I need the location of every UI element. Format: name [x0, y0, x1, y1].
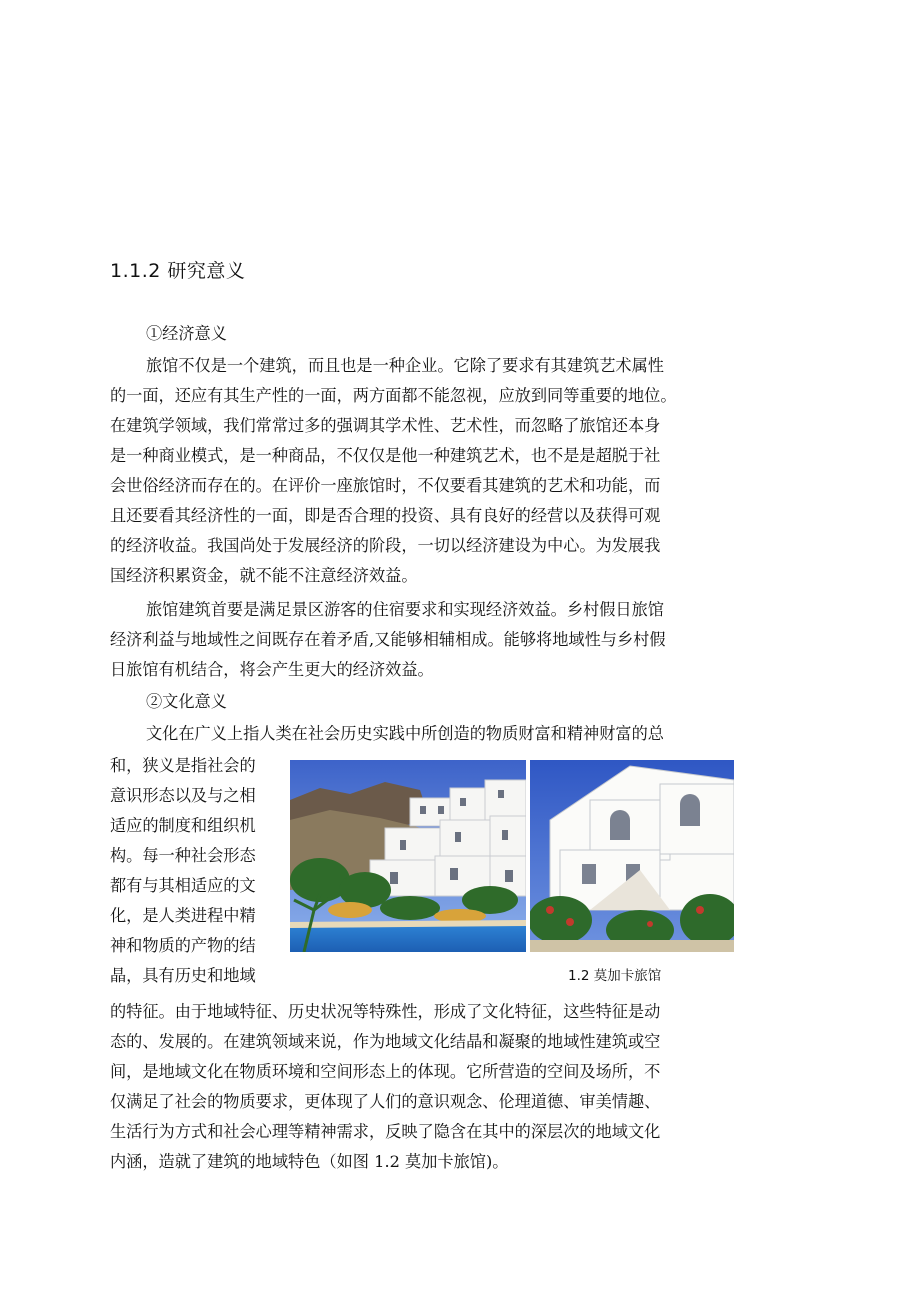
text-line: 在建筑学领域，我们常常过多的强调其学术性、艺术性，而忽略了旅馆还本身: [110, 416, 661, 435]
text-line: 的一面，还应有其生产性的一面，两方面都不能忽视，应放到同等重要的地位。: [110, 386, 677, 405]
text-line: 的特征。由于地域特征、历史状况等特殊性，形成了文化特征，这些特征是动: [110, 1002, 661, 1021]
subtitle-cultural: ②文化意义: [146, 692, 227, 711]
text-line: 生活行为方式和社会心理等精神需求，反映了隐含在其中的深层次的地域文化: [110, 1122, 661, 1141]
text-line: 意识形态以及与之相: [110, 786, 256, 805]
text-line: 的经济收益。我国尚处于发展经济的阶段，一切以经济建设为中心。为发展我: [110, 536, 661, 555]
text-line: 是一种商业模式，是一种商品，不仅仅是他一种建筑艺术，也不是是超脱于社: [110, 446, 661, 465]
subtitle-economic: ①经济意义: [146, 324, 227, 343]
text-line: 晶，具有历史和地域: [110, 966, 256, 985]
text-line: 经济利益与地域性之间既存在着矛盾,又能够相辅相成。能够将地域性与乡村假: [110, 630, 666, 649]
figure-caption: 1.2 莫加卡旅馆: [568, 968, 662, 984]
text-line: 会世俗经济而存在的。在评价一座旅馆时，不仅要看其建筑的艺术和功能，而: [110, 476, 661, 495]
figure-hotel-photos: [290, 760, 734, 952]
text-line: 国经济积累资金，就不能不注意经济效益。: [110, 566, 418, 585]
text-line: 化，是人类进程中精: [110, 906, 256, 925]
section-heading: 1.1.2 研究意义: [110, 260, 246, 282]
text-line: 日旅馆有机结合，将会产生更大的经济效益。: [110, 660, 434, 679]
text-line: 构。每一种社会形态: [110, 846, 256, 865]
text-line: 旅馆建筑首要是满足景区游客的住宿要求和实现经济效益。乡村假日旅馆: [146, 600, 664, 619]
text-line: 仅满足了社会的物质要求，更体现了人们的意识观念、伦理道德、审美情趣、: [110, 1092, 661, 1111]
text-line: 适应的制度和组织机: [110, 816, 256, 835]
text-line: 旅馆不仅是一个建筑，而且也是一种企业。它除了要求有其建筑艺术属性: [146, 356, 664, 375]
text-line: 和，狭义是指社会的: [110, 756, 256, 775]
hotel-photo-left: [290, 760, 526, 952]
text-line: 且还要看其经济性的一面，即是否合理的投资、具有良好的经营以及获得可观: [110, 506, 661, 525]
text-line: 文化在广义上指人类在社会历史实践中所创造的物质财富和精神财富的总: [146, 724, 664, 743]
text-line: 都有与其相适应的文: [110, 876, 256, 895]
text-line: 内涵，造就了建筑的地域特色（如图 1.2 莫加卡旅馆)。: [110, 1152, 509, 1171]
text-line: 态的、发展的。在建筑领域来说，作为地域文化结晶和凝聚的地域性建筑或空: [110, 1032, 661, 1051]
hotel-photo-right: [530, 760, 734, 952]
text-line: 间，是地域文化在物质环境和空间形态上的体现。它所营造的空间及场所，不: [110, 1062, 661, 1081]
text-line: 神和物质的产物的结: [110, 936, 256, 955]
